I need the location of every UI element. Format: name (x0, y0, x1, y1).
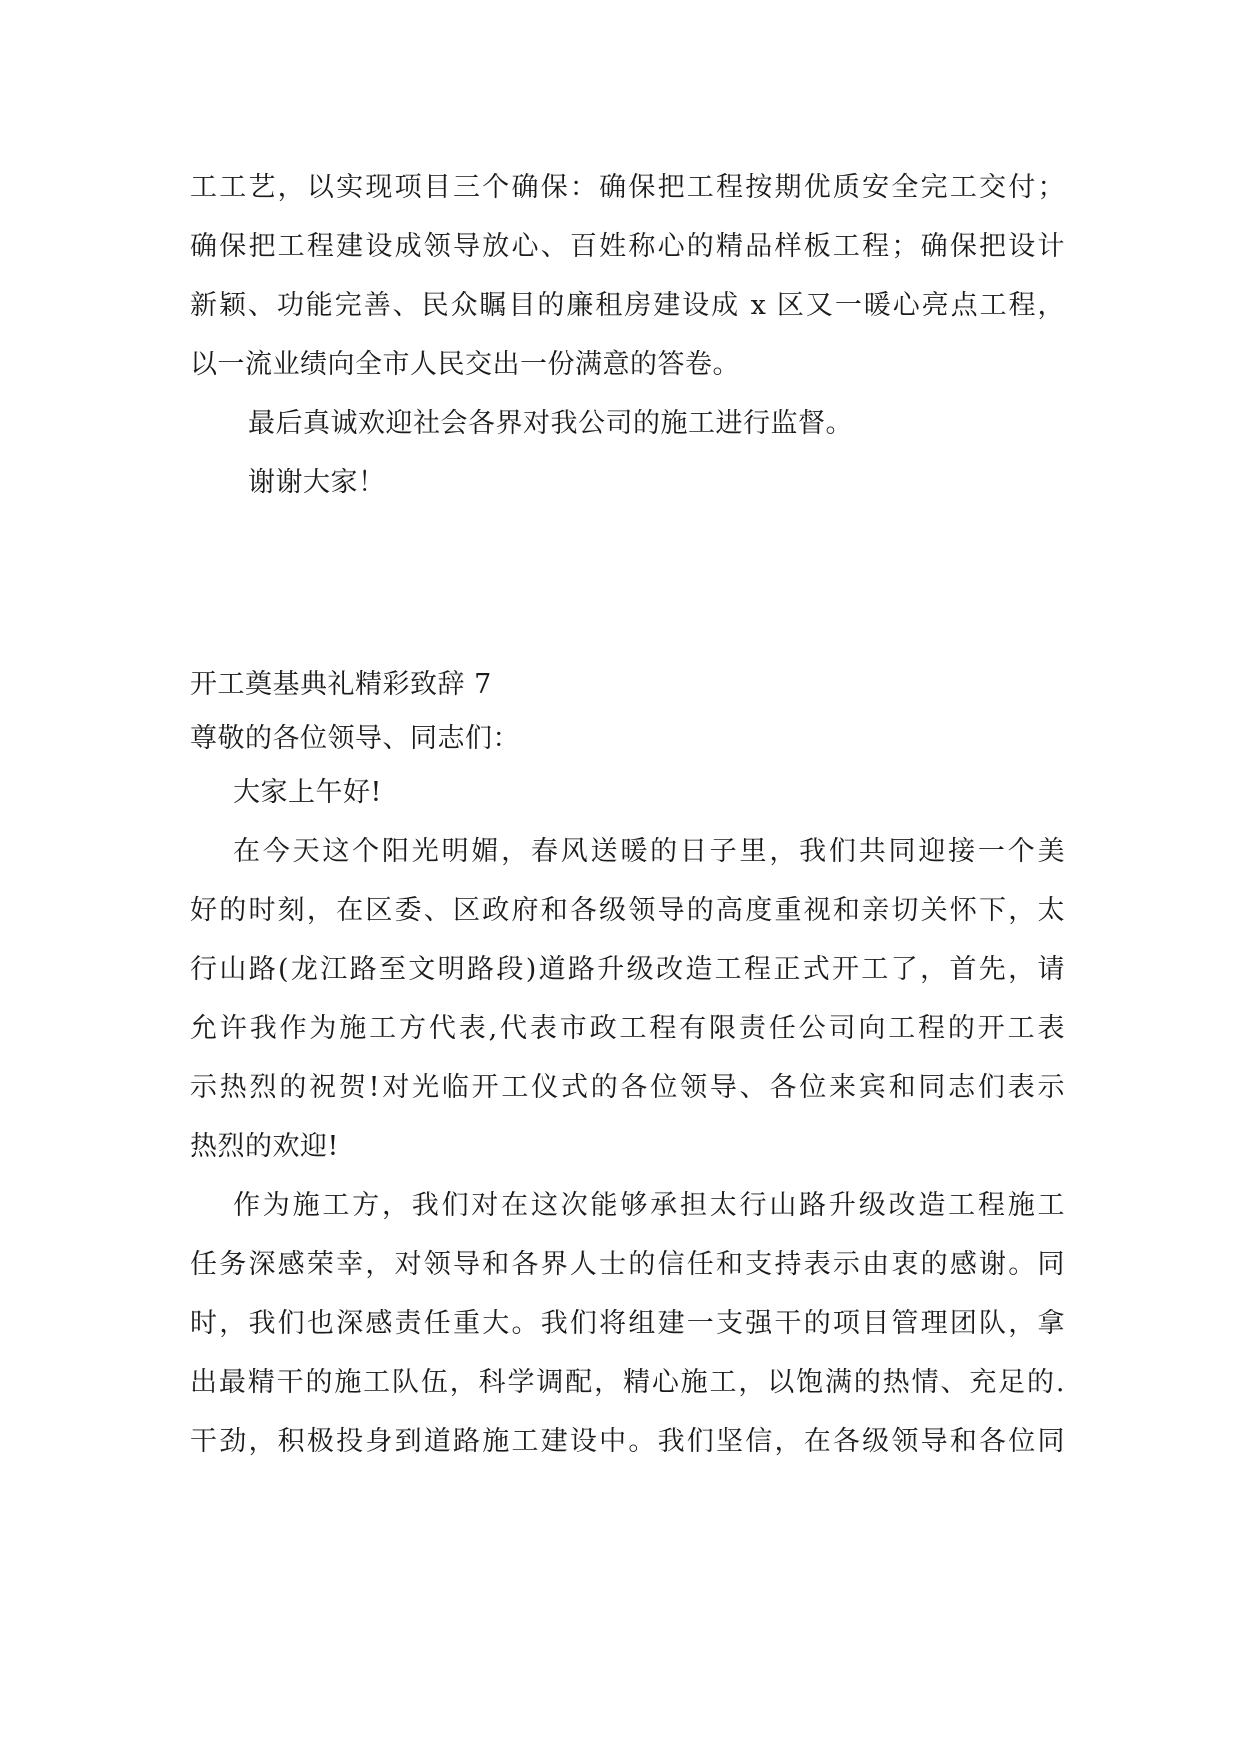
thanks-line: 谢谢大家！ (248, 467, 386, 498)
paragraph-5-line-5: 干劲，积极投身到道路施工建设中。我们坚信，在各级领导和各位同 (190, 1426, 1065, 1457)
paragraph-4-line-6: 热烈的欢迎! (190, 1131, 339, 1162)
paragraph-5-line-2: 任务深感荣幸，对领导和各界人士的信任和支持表示由衷的感谢。同 (190, 1249, 1065, 1280)
section-title: 开工奠基典礼精彩致辞 7 (190, 669, 492, 700)
salutation: 尊敬的各位领导、同志们： (190, 723, 520, 754)
paragraph-4-line-3: 行山路(龙江路至文明路段)道路升级改造工程正式开工了，首先，请 (190, 954, 1065, 985)
paragraph-5-line-3: 时，我们也深感责任重大。我们将组建一支强干的项目管理团队，拿 (190, 1308, 1065, 1339)
paragraph-4-line-1: 在今天这个阳光明媚，春风送暖的日子里，我们共同迎接一个美 (233, 836, 1065, 867)
paragraph-1-line-2: 确保把工程建设成领导放心、百姓称心的精品样板工程；确保把设计 (190, 231, 1065, 262)
paragraph-4-line-4: 允许我作为施工方代表,代表市政工程有限责任公司向工程的开工表 (190, 1013, 1065, 1044)
paragraph-4-line-5: 示热烈的祝贺!对光临开工仪式的各位领导、各位来宾和同志们表示 (190, 1072, 1065, 1103)
paragraph-1-line-3: 新颖、功能完善、民众瞩目的廉租房建设成 x 区又一暖心亮点工程， (190, 290, 1065, 321)
paragraph-4-line-2: 好的时刻，在区委、区政府和各级领导的高度重视和亲切关怀下，太 (190, 895, 1065, 926)
closing-paragraph: 最后真诚欢迎社会各界对我公司的施工进行监督。 (248, 408, 853, 439)
paragraph-1-line-1: 工工艺，以实现项目三个确保：确保把工程按期优质安全完工交付； (190, 172, 1065, 203)
paragraph-5-line-4: 出最精干的施工队伍，科学调配，精心施工，以饱满的热情、充足的. (190, 1367, 1065, 1398)
paragraph-5-line-1: 作为施工方，我们对在这次能够承担太行山路升级改造工程施工 (233, 1190, 1065, 1221)
paragraph-1-line-4: 以一流业绩向全市人民交出一份满意的答卷。 (190, 349, 740, 380)
greeting: 大家上午好! (233, 777, 382, 808)
